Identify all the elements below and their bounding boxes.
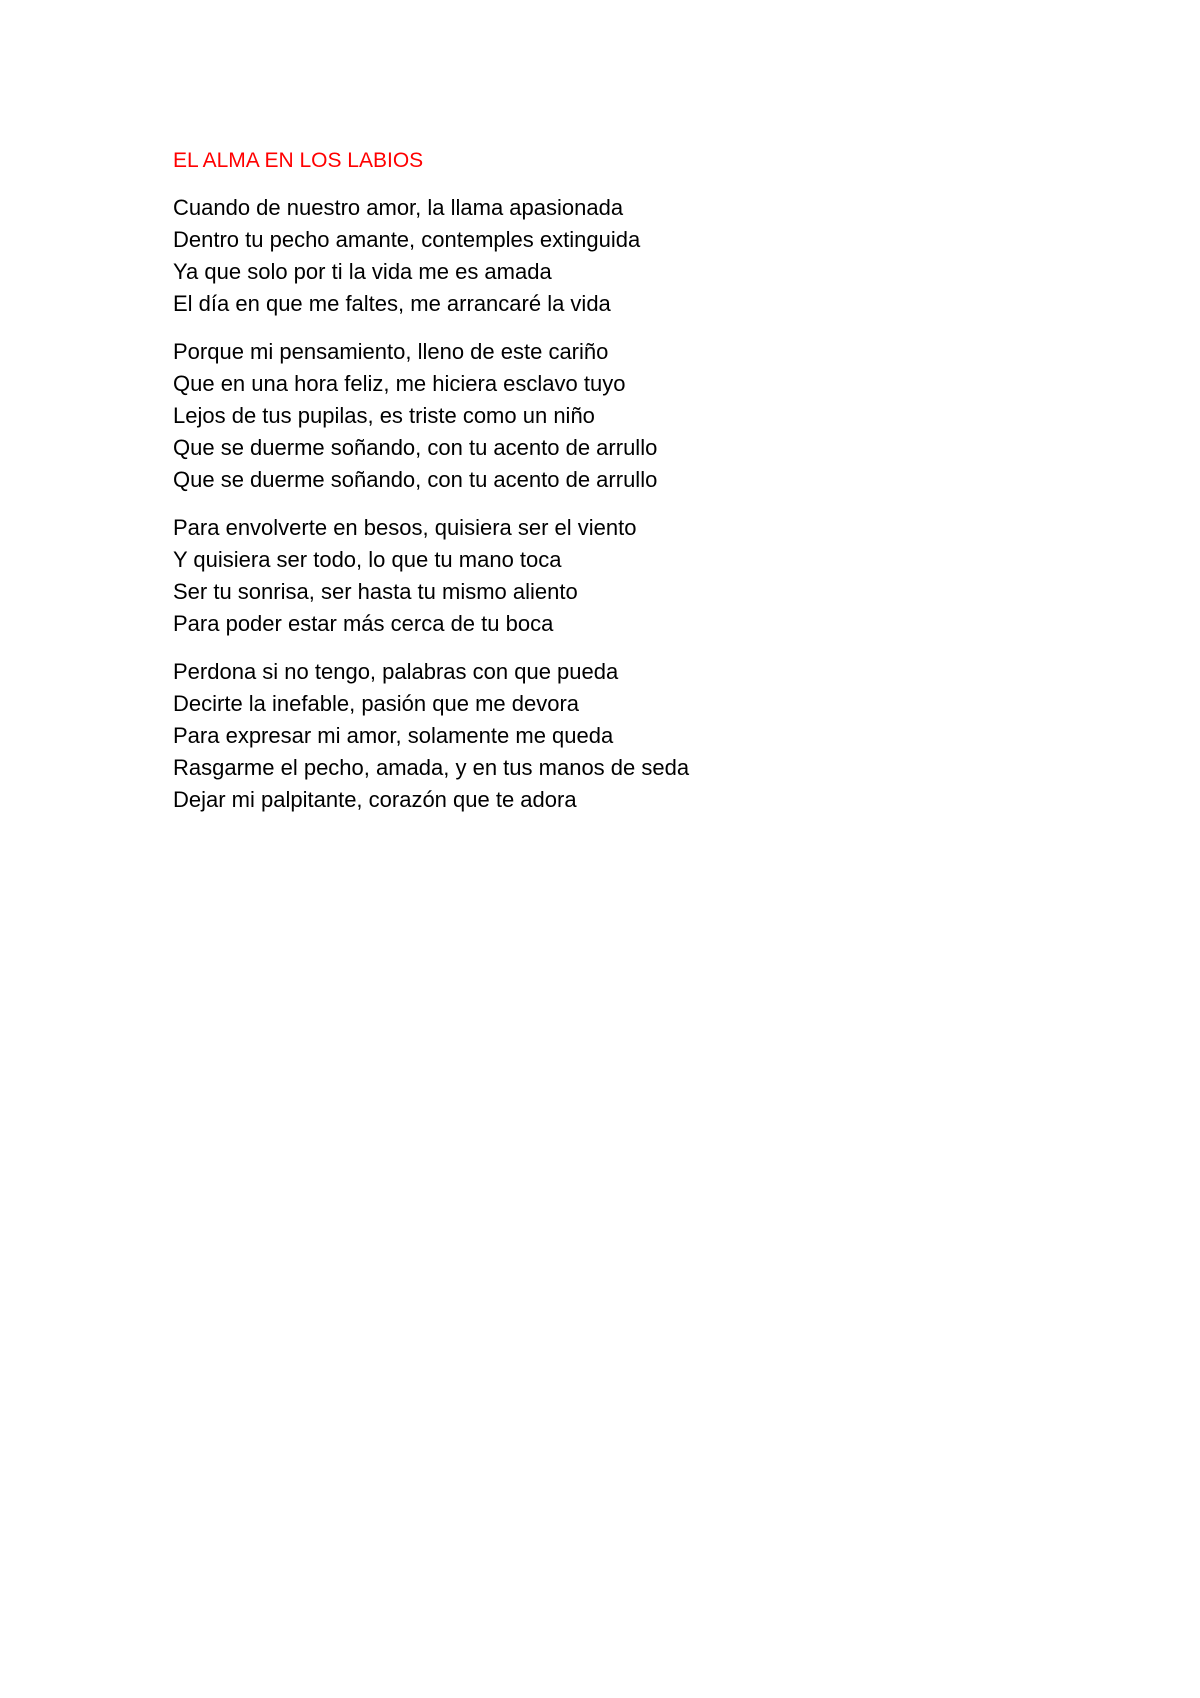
poem-line: Rasgarme el pecho, amada, y en tus manos de seda [173, 755, 690, 780]
stanza-2 [173, 336, 1073, 496]
poem-line: Ser tu sonrisa, ser hasta tu mismo aliento [173, 579, 578, 604]
poem-line: Que en una hora feliz, me hiciera esclavo tuyo [173, 371, 626, 396]
poem-line: Para envolverte en besos, quisiera ser el viento [173, 515, 637, 540]
poem-line: Para poder estar más cerca de tu boca [173, 611, 554, 636]
poem-body [173, 146, 1073, 832]
poem-line: Dejar mi palpitante, corazón que te adora [173, 787, 577, 812]
stanza-3 [173, 512, 1073, 640]
poem-line: Para expresar mi amor, solamente me queda [173, 723, 614, 748]
poem-line: Cuando de nuestro amor, la llama apasionada [173, 195, 624, 220]
poem-line: Que se duerme soñando, con tu acento de arrullo [173, 467, 658, 492]
poem-line: Perdona si no tengo, palabras con que pueda [173, 659, 619, 684]
poem-title: EL ALMA EN LOS LABIOS [173, 149, 424, 172]
stanza-4 [173, 656, 1073, 816]
poem-line: El día en que me faltes, me arrancaré la vida [173, 291, 611, 316]
poem-line: Dentro tu pecho amante, contemples extinguida [173, 227, 641, 252]
poem-line: Ya que solo por ti la vida me es amada [173, 259, 552, 284]
poem-line: Decirte la inefable, pasión que me devora [173, 691, 580, 716]
stanza-1 [173, 192, 1073, 320]
poem-line: Lejos de tus pupilas, es triste como un niño [173, 403, 595, 428]
poem-line: Y quisiera ser todo, lo que tu mano toca [173, 547, 562, 572]
poem-line: Porque mi pensamiento, lleno de este cariño [173, 339, 609, 364]
poem-line: Que se duerme soñando, con tu acento de arrullo [173, 435, 658, 460]
